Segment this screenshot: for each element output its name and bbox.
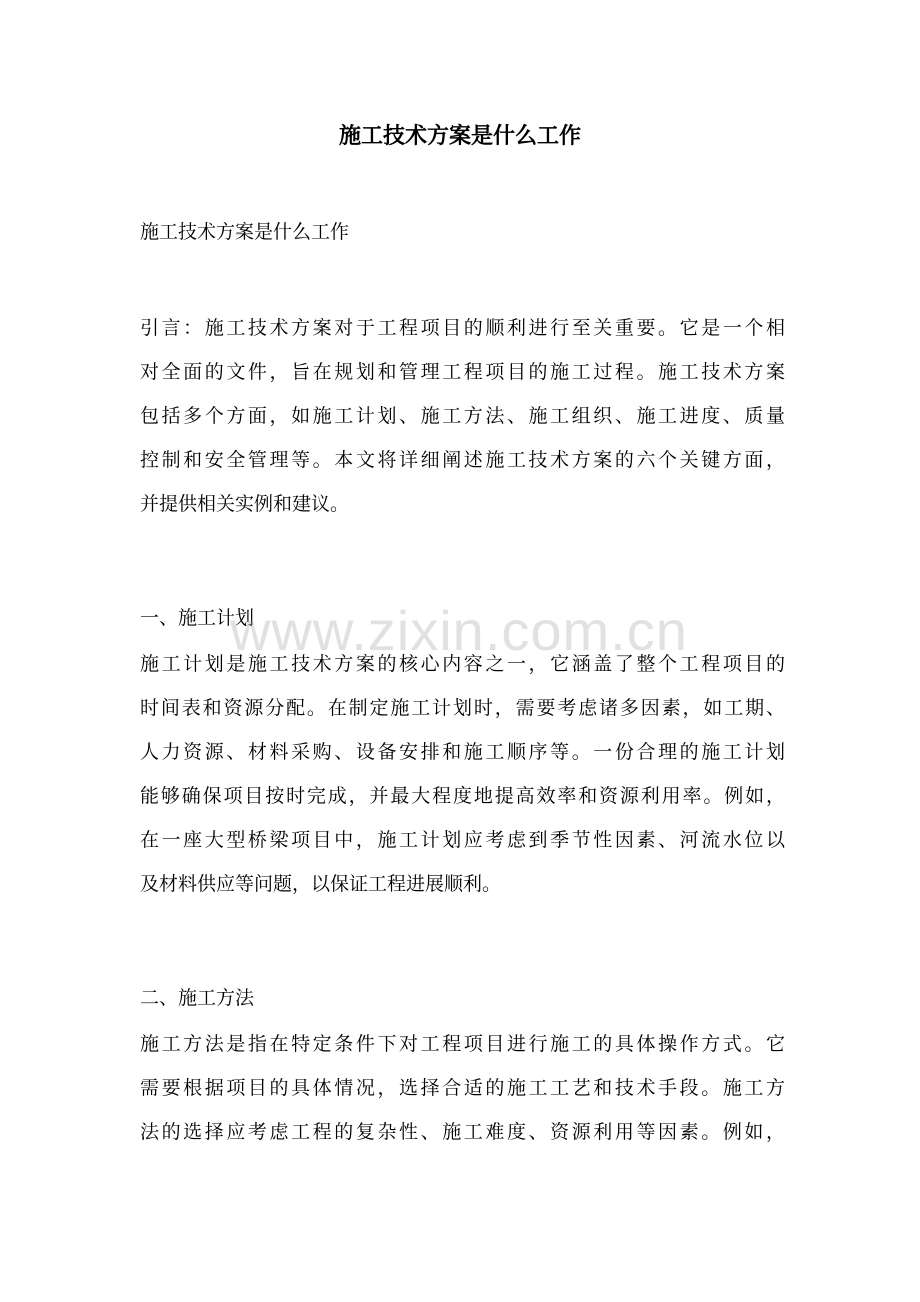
paragraph-line: 及材料供应等问题，以保证工程进展顺利。	[140, 873, 502, 895]
intro-line: 对全面的文件，旨在规划和管理工程项目的施工过程。施工技术方案	[140, 361, 785, 383]
document-title: 施工技术方案是什么工作	[338, 123, 581, 149]
paragraph-line: 在一座大型桥梁项目中，施工计划应考虑到季节性因素、河流水位以	[140, 829, 785, 851]
paragraph-line: 时间表和资源分配。在制定施工计划时，需要考虑诸多因素，如工期、	[140, 697, 785, 719]
watermark-text: www.zixin.com.cn	[230, 599, 688, 662]
paragraph-line: 需要根据项目的具体情况，选择合适的施工工艺和技术手段。施工方	[140, 1077, 785, 1099]
paragraph-line: 法的选择应考虑工程的复杂性、施工难度、资源利用等因素。例如，	[140, 1121, 785, 1143]
paragraph-line: 施工计划是施工技术方案的核心内容之一，它涵盖了整个工程项目的	[140, 653, 785, 675]
section-paragraph-1	[140, 642, 785, 906]
document-subtitle	[140, 210, 785, 254]
subtitle-text: 施工技术方案是什么工作	[140, 221, 350, 243]
intro-line: 控制和安全管理等。本文将详细阐述施工技术方案的六个关键方面，	[140, 449, 785, 471]
intro-paragraph	[140, 306, 785, 526]
section-heading-1	[140, 596, 785, 640]
section-heading-text: 二、施工方法	[140, 987, 255, 1009]
paragraph-line: 人力资源、材料采购、设备安排和施工顺序等。一份合理的施工计划	[140, 741, 785, 763]
paragraph-line: 施工方法是指在特定条件下对工程项目进行施工的具体操作方式。它	[140, 1033, 785, 1055]
section-paragraph-2	[140, 1022, 785, 1154]
section-heading-text: 一、施工计划	[140, 607, 255, 629]
intro-line: 引言：施工技术方案对于工程项目的顺利进行至关重要。它是一个相	[140, 317, 785, 339]
intro-line: 包括多个方面，如施工计划、施工方法、施工组织、施工进度、质量	[140, 405, 785, 427]
section-heading-2	[140, 976, 785, 1020]
intro-line: 并提供相关实例和建议。	[140, 493, 350, 515]
paragraph-line: 能够确保项目按时完成，并最大程度地提高效率和资源利用率。例如，	[140, 785, 785, 807]
